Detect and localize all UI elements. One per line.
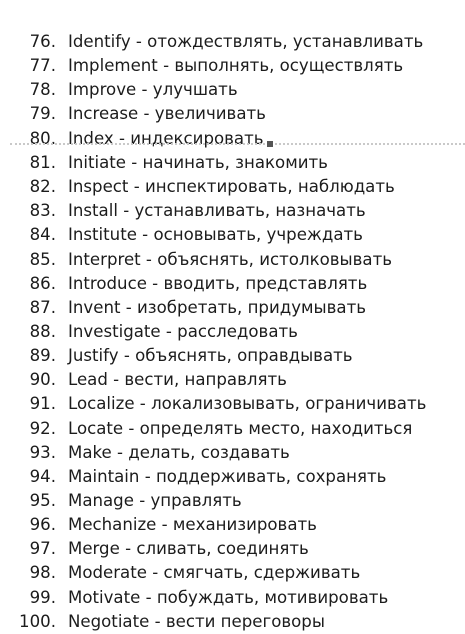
list-item <box>0 586 465 610</box>
vocabulary-list-bottom <box>0 151 465 634</box>
item-number: 92. <box>29 418 56 438</box>
item-entry: Interpret - объяснять, истолковывать <box>68 249 393 269</box>
item-number: 85. <box>29 249 56 269</box>
item-number: 84. <box>29 225 56 245</box>
item-entry: Index - индексировать <box>68 128 264 148</box>
item-number: 81. <box>29 153 56 172</box>
item-number: 96. <box>29 515 56 535</box>
item-number: 89. <box>29 346 56 366</box>
item-entry: Make - делать, создавать <box>68 442 290 462</box>
item-entry: Improve - улучшать <box>68 80 238 100</box>
list-item <box>0 175 465 199</box>
item-entry: Locate - определять место, находиться <box>68 418 413 438</box>
list-item <box>0 465 465 489</box>
item-entry: Lead - вести, направлять <box>68 370 287 390</box>
list-item <box>0 272 465 296</box>
list-item <box>0 151 465 175</box>
list-item <box>0 489 465 513</box>
item-entry: Maintain - поддерживать, сохранять <box>68 466 387 486</box>
divider-marker <box>267 141 273 147</box>
item-number: 98. <box>29 563 56 583</box>
list-item <box>0 417 465 441</box>
item-entry: Mechanize - механизировать <box>68 515 317 535</box>
item-number: 90. <box>29 370 56 390</box>
item-number: 94. <box>29 466 56 486</box>
list-item <box>0 368 465 392</box>
item-number: 95. <box>29 490 56 510</box>
list-item <box>0 320 465 344</box>
list-item <box>0 199 465 223</box>
item-number: 76. <box>29 32 56 51</box>
item-entry: Initiate - начинать, знакомить <box>68 153 328 172</box>
list-item <box>0 296 465 320</box>
item-entry: Justify - объяснять, оправдывать <box>68 346 353 366</box>
item-number: 100. <box>19 611 56 631</box>
section-divider <box>10 143 465 145</box>
list-item <box>0 54 465 78</box>
item-entry: Motivate - побуждать, мотивировать <box>68 587 389 607</box>
list-item <box>0 78 465 102</box>
vocabulary-list-top <box>0 30 465 151</box>
item-entry: Moderate - смягчать, сдерживать <box>68 563 361 583</box>
list-item <box>0 127 465 151</box>
list-item <box>0 248 465 272</box>
item-number: 78. <box>29 80 56 100</box>
item-entry: Implement - выполнять, осуществлять <box>68 56 404 76</box>
item-number: 82. <box>29 177 56 197</box>
list-item <box>0 561 465 585</box>
item-number: 83. <box>29 201 56 221</box>
item-number: 86. <box>29 273 56 293</box>
item-number: 93. <box>29 442 56 462</box>
item-number: 79. <box>29 104 56 124</box>
list-item <box>0 223 465 247</box>
item-entry: Identify - отождествлять, устанавливать <box>68 32 424 51</box>
item-entry: Increase - увеличивать <box>68 104 266 124</box>
item-entry: Localize - локализовывать, ограничивать <box>68 394 427 414</box>
list-item <box>0 102 465 126</box>
list-item <box>0 513 465 537</box>
item-entry: Invent - изобретать, придумывать <box>68 297 367 317</box>
item-entry: Install - устанавливать, назначать <box>68 201 366 221</box>
item-entry: Investigate - расследовать <box>68 321 298 341</box>
item-number: 88. <box>29 321 56 341</box>
item-number: 91. <box>29 394 56 414</box>
item-entry: Merge - сливать, соединять <box>68 539 309 559</box>
item-number: 77. <box>29 56 56 76</box>
item-entry: Introduce - вводить, представлять <box>68 273 368 293</box>
item-number: 99. <box>29 587 56 607</box>
item-entry: Inspect - инспектировать, наблюдать <box>68 177 395 197</box>
item-number: 97. <box>29 539 56 559</box>
item-entry: Manage - управлять <box>68 490 242 510</box>
item-entry: Institute - основывать, учреждать <box>68 225 363 245</box>
list-item <box>0 441 465 465</box>
item-number: 87. <box>29 297 56 317</box>
list-item <box>0 610 465 634</box>
item-entry: Negotiate - вести переговоры <box>68 611 325 631</box>
list-item <box>0 392 465 416</box>
list-item <box>0 344 465 368</box>
list-item <box>0 30 465 54</box>
item-number: 80. <box>29 128 56 148</box>
list-item <box>0 537 465 561</box>
